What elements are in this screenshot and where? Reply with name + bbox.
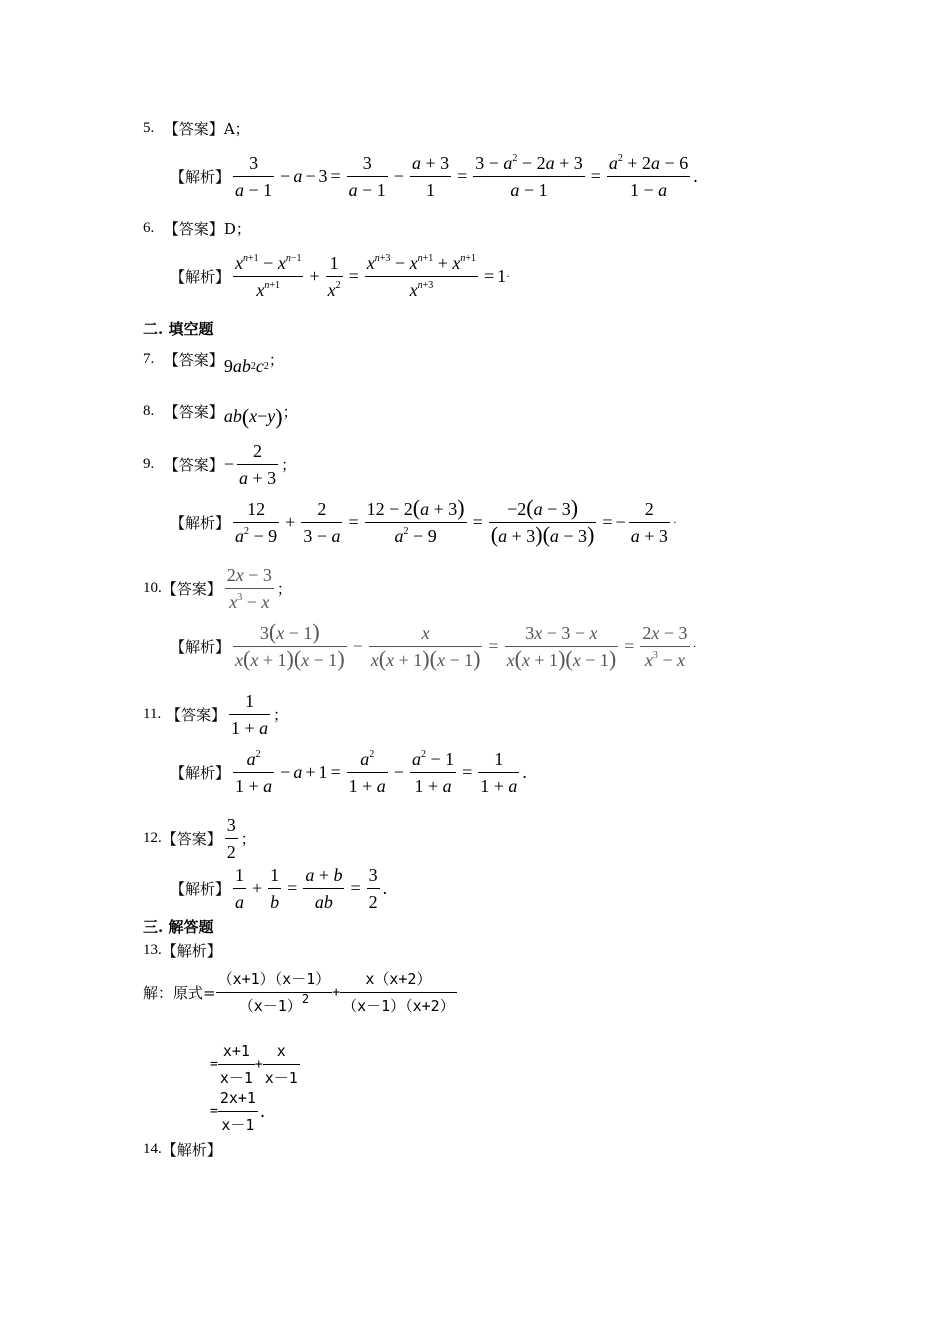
- punctuation: ；: [281, 456, 297, 474]
- question-number: 14.: [143, 1141, 162, 1157]
- answer-tag: 【答案】: [163, 220, 224, 238]
- formula: $\frac{x^{n+1} - x^{n-1}}{x^{n+1}}$ + $\frac{1}{x^2}$ = $\frac{x^{n+3} - x^{n+1} + x^{n+1}}{x^{n+3}}$ = 1 ·: [235, 253, 511, 300]
- question-number: 12.: [143, 830, 162, 846]
- analysis-tag: 【解析】: [170, 268, 231, 286]
- q9-analysis-line: [170, 495, 677, 547]
- question-number: 9.: [143, 456, 155, 472]
- question-number: 6.: [143, 220, 155, 236]
- answer-text: D；: [223, 220, 251, 238]
- q10-answer-line: [143, 564, 292, 613]
- question-number: 8.: [143, 403, 155, 419]
- q6-analysis-line: [170, 252, 510, 301]
- answer-tag: 【答案】: [163, 351, 224, 369]
- punctuation: ；: [276, 580, 292, 598]
- q13-line: [143, 940, 222, 961]
- answer-tag: 【答案】: [165, 706, 226, 724]
- analysis-tag: 【解析】: [161, 942, 222, 960]
- answer-tag: 【答案】: [163, 120, 224, 138]
- formula: $\frac{3}{a - 1}$ − a − 3 = $\frac{3}{a - 1}$ − $\frac{a + 3}{1}$ = $\frac{3 - a^2 - 2a + 3}{a - 1}$ = $\frac{a^2 + 2a - 6}{1 - a}$ .: [235, 153, 698, 200]
- answer-tag: 【答案】: [161, 830, 222, 848]
- formula: $\frac{3}{2}$: [226, 815, 236, 862]
- q13-solution-line-2: [210, 1040, 300, 1089]
- q11-analysis-line: [170, 748, 527, 797]
- formula: $\frac{1}{a}$ + $\frac{1}{b}$ = $\frac{a + b}{ab}$ = $\frac{3}{2}$ .: [235, 865, 388, 912]
- q5-answer-line: [143, 118, 250, 139]
- answer-tag: 【答案】: [163, 403, 224, 421]
- punctuation: ；: [273, 706, 289, 724]
- analysis-tag: 【解析】: [161, 1141, 222, 1159]
- q12-answer-line: [143, 814, 256, 863]
- formula: $\frac{3(x - 1)}{x(x + 1)(x - 1)}$ − $\frac{x}{x(x + 1)(x - 1)}$ = $\frac{3x - 3 - x}{x(x + 1)(x - 1)}$ = $\frac{2x - 3}{x^3 - x}$ ·: [235, 619, 697, 671]
- formula: − $\frac{2}{a + 3}$: [223, 441, 277, 488]
- q6-answer-line: [143, 218, 251, 239]
- question-number: 13.: [143, 942, 162, 958]
- formula: $\frac{2x - 3}{x^3 - x}$: [226, 565, 272, 612]
- formula: $\frac{(x+1)(x-1)}{(x-1)^2}$ + $\frac{x(x+2)}{(x-1)(x+2)}$: [217, 970, 455, 1015]
- q11-answer-line: [143, 690, 288, 739]
- solution-prefix: 解：原式=: [143, 984, 216, 1002]
- answer-text: A；: [223, 120, 250, 138]
- q12-analysis-line: [170, 864, 387, 913]
- q9-answer-line: [143, 440, 296, 489]
- punctuation: ；: [240, 830, 256, 848]
- q5-analysis-line: [170, 152, 698, 201]
- punctuation: ；: [282, 403, 298, 421]
- q7-answer-line: [143, 342, 284, 377]
- formula: ab ( x − y ): [223, 403, 283, 429]
- q14-line: [143, 1139, 222, 1160]
- analysis-tag: 【解析】: [170, 168, 231, 186]
- formula: $\frac{1}{1 + a}$: [231, 691, 269, 738]
- answer-tag: 【答案】: [161, 580, 222, 598]
- formula: = $\frac{2x+1}{x-1}$ .: [210, 1089, 267, 1134]
- question-number: 10.: [143, 580, 162, 596]
- answer-tag: 【答案】: [163, 456, 224, 474]
- analysis-tag: 【解析】: [170, 638, 231, 656]
- section-heading: 三. 解答题: [143, 918, 214, 936]
- punctuation: ；: [268, 351, 284, 369]
- formula: = $\frac{x+1}{x-1}$ + $\frac{x}{x-1}$: [210, 1042, 298, 1087]
- analysis-tag: 【解析】: [170, 764, 231, 782]
- question-number: 5.: [143, 120, 155, 136]
- q13-solution-line-1: [143, 968, 457, 1017]
- question-number: 7.: [143, 351, 155, 367]
- formula: $\frac{12}{a^2 - 9}$ + $\frac{2}{3 - a}$ = $\frac{12 - 2(a + 3)}{a^2 - 9}$ = $\frac{-2(a - 3)}{(a + 3)(a - 3)}$ = − $\frac{2}{a + 3}$ ·: [235, 495, 677, 547]
- formula: 9 ab 2 c 2: [223, 356, 269, 376]
- question-number: 11.: [143, 706, 162, 722]
- q10-analysis-line: [170, 619, 697, 671]
- formula: $\frac{a^2}{1 + a}$ − a + 1 = $\frac{a^2}{1 + a}$ − $\frac{a^2 - 1}{1 + a}$ = $\frac{1}{1 + a}$ .: [235, 749, 527, 796]
- q8-answer-line: [143, 396, 298, 427]
- analysis-tag: 【解析】: [170, 880, 231, 898]
- section-heading: 二. 填空题: [143, 320, 214, 338]
- analysis-tag: 【解析】: [170, 514, 231, 532]
- q13-solution-line-3: [210, 1087, 267, 1136]
